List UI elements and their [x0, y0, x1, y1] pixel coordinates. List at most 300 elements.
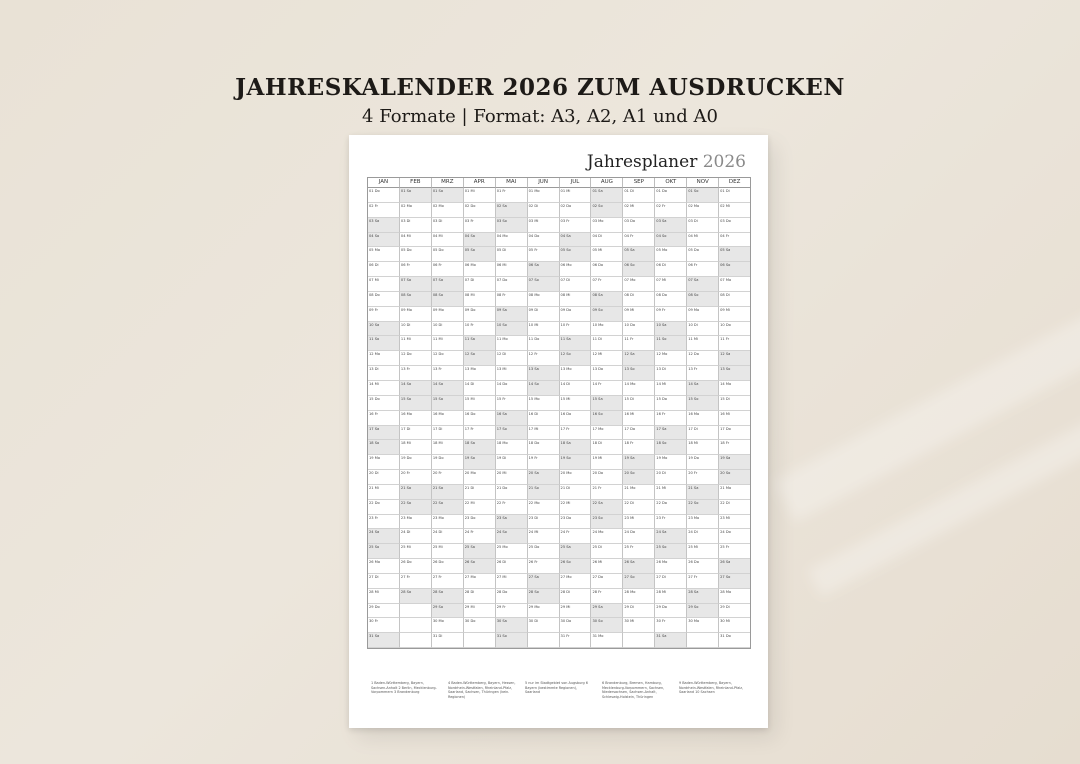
- day-cell: [655, 351, 687, 366]
- day-cell: [719, 277, 750, 292]
- day-cell: [400, 203, 432, 218]
- day-label: 18 Fr: [720, 441, 730, 446]
- day-label: 22 So: [400, 500, 412, 505]
- day-label: 29 Mi: [464, 604, 475, 609]
- day-label: 19 Mi: [592, 456, 603, 461]
- day-label: 04 Fr: [720, 233, 730, 238]
- day-label: 04 So: [656, 233, 667, 238]
- day-cell: [560, 529, 592, 544]
- day-cell: [464, 500, 496, 515]
- day-label: 25 So: [656, 545, 667, 550]
- day-label: 02 Fr: [656, 203, 666, 208]
- day-label: 10 Fr: [464, 322, 474, 327]
- day-cell: [496, 574, 528, 589]
- day-cell: [368, 470, 400, 485]
- day-cell: [591, 336, 623, 351]
- day-cell: [464, 633, 496, 648]
- day-label: 27 Fr: [688, 574, 698, 579]
- day-label: 25 Mi: [688, 545, 699, 550]
- day-cell: [560, 559, 592, 574]
- day-cell: [719, 233, 750, 248]
- day-cell: [655, 633, 687, 648]
- day-label: 07 Sa: [400, 278, 412, 283]
- day-row: [368, 188, 750, 203]
- day-label: 27 Fr: [400, 574, 410, 579]
- day-cell: [591, 322, 623, 337]
- day-cell: [687, 336, 719, 351]
- day-label: 24 Fr: [560, 530, 570, 535]
- day-cell: [432, 574, 464, 589]
- footnotes: [371, 681, 747, 699]
- day-label: 02 Mi: [720, 203, 730, 208]
- day-label: 14 Di: [560, 381, 571, 386]
- day-label: 05 Mo: [369, 248, 381, 253]
- day-cell: [400, 188, 432, 203]
- day-cell: [528, 233, 560, 248]
- day-cell: [528, 455, 560, 470]
- day-cell: [623, 411, 655, 426]
- day-cell: [687, 426, 719, 441]
- day-cell: [368, 247, 400, 262]
- day-cell: [560, 574, 592, 589]
- day-label: 03 Sa: [369, 218, 380, 223]
- day-cell: [560, 262, 592, 277]
- day-label: 13 Di: [656, 367, 666, 372]
- day-label: 23 Do: [464, 515, 476, 520]
- calendar-grid: [367, 177, 751, 649]
- day-label: 15 Di: [624, 396, 634, 401]
- day-cell: [432, 411, 464, 426]
- day-cell: [368, 292, 400, 307]
- day-label: 11 Fr: [720, 337, 730, 342]
- day-label: 06 Di: [656, 263, 666, 268]
- day-label: 05 Mi: [592, 248, 603, 253]
- day-cell: [687, 322, 719, 337]
- day-cell: [719, 322, 750, 337]
- day-cell: [464, 515, 496, 530]
- day-cell: [496, 470, 528, 485]
- day-cell: [560, 351, 592, 366]
- day-label: 07 Mo: [720, 278, 732, 283]
- day-label: 14 Mo: [624, 381, 636, 386]
- day-label: 23 Mo: [432, 515, 444, 520]
- day-label: 15 Mi: [464, 396, 475, 401]
- day-cell: [560, 336, 592, 351]
- day-label: 27 So: [624, 574, 635, 579]
- day-cell: [623, 351, 655, 366]
- day-cell: [591, 589, 623, 604]
- day-label: 03 Di: [688, 218, 698, 223]
- day-cell: [655, 485, 687, 500]
- day-label: 07 Di: [464, 278, 475, 283]
- day-label: 27 Mo: [464, 574, 476, 579]
- day-label: 08 Mi: [560, 292, 571, 297]
- day-label: 25 Fr: [624, 545, 634, 550]
- day-label: 11 Mi: [432, 337, 443, 342]
- day-cell: [432, 485, 464, 500]
- day-label: 29 Sa: [592, 604, 603, 609]
- day-label: 26 Mo: [369, 560, 381, 565]
- day-cell: [432, 277, 464, 292]
- day-label: 28 Sa: [688, 589, 699, 594]
- day-cell: [368, 233, 400, 248]
- day-cell: [591, 188, 623, 203]
- day-cell: [591, 455, 623, 470]
- day-label: 28 Do: [496, 589, 508, 594]
- day-label: 09 Mi: [720, 307, 730, 312]
- day-label: 28 Mo: [624, 589, 636, 594]
- day-cell: [528, 366, 560, 381]
- day-cell: [528, 633, 560, 648]
- day-cell: [560, 381, 592, 396]
- day-cell: [687, 366, 719, 381]
- day-cell: [528, 604, 560, 619]
- day-cell: [432, 247, 464, 262]
- day-label: 05 So: [464, 248, 475, 253]
- day-cell: [687, 351, 719, 366]
- month-header: MRZ: [432, 178, 464, 188]
- day-cell: [623, 633, 655, 648]
- day-label: 24 Fr: [464, 530, 474, 535]
- day-label: 02 Mi: [624, 203, 635, 208]
- day-cell: [528, 485, 560, 500]
- day-label: 06 Fr: [400, 263, 410, 268]
- day-label: 13 So: [720, 367, 731, 372]
- day-cell: [687, 574, 719, 589]
- day-label: 28 Mi: [656, 589, 667, 594]
- day-label: 23 Mi: [720, 515, 730, 520]
- day-label: 05 So: [560, 248, 571, 253]
- day-cell: [400, 470, 432, 485]
- day-cell: [432, 604, 464, 619]
- day-cell: [496, 426, 528, 441]
- day-cell: [400, 633, 432, 648]
- day-label: 12 Mo: [369, 352, 381, 357]
- day-label: 26 Fr: [528, 560, 538, 565]
- day-label: 23 Di: [528, 515, 539, 520]
- day-label: 22 So: [432, 500, 444, 505]
- month-header: JUN: [528, 178, 560, 188]
- day-label: 03 Fr: [560, 218, 570, 223]
- day-label: 17 Sa: [656, 426, 667, 431]
- day-cell: [623, 589, 655, 604]
- day-label: 18 Sa: [464, 441, 475, 446]
- day-cell: [655, 277, 687, 292]
- day-label: 01 Mo: [528, 189, 540, 193]
- day-label: 02 Mo: [400, 203, 412, 208]
- day-cell: [368, 485, 400, 500]
- day-label: 21 So: [528, 485, 539, 490]
- day-cell: [623, 233, 655, 248]
- day-label: 23 Fr: [369, 515, 378, 520]
- day-label: 19 Sa: [720, 456, 731, 461]
- day-cell: [655, 455, 687, 470]
- day-cell: [368, 277, 400, 292]
- day-cell: [496, 604, 528, 619]
- day-label: 27 So: [720, 574, 731, 579]
- day-row: [368, 307, 750, 322]
- day-label: 09 Fr: [656, 307, 666, 312]
- day-row: [368, 277, 750, 292]
- day-label: 04 Mo: [496, 233, 508, 238]
- day-label: 08 Di: [624, 292, 634, 297]
- day-cell: [432, 203, 464, 218]
- day-cell: [528, 574, 560, 589]
- day-label: 28 Fr: [592, 589, 602, 594]
- day-cell: [623, 426, 655, 441]
- day-label: 16 Mo: [688, 411, 700, 416]
- day-cell: [560, 470, 592, 485]
- day-cell: [432, 381, 464, 396]
- day-label: 27 Sa: [528, 574, 539, 579]
- day-cell: [496, 203, 528, 218]
- day-label: 15 Di: [720, 396, 730, 401]
- day-label: 17 Mo: [592, 426, 604, 431]
- day-cell: [591, 485, 623, 500]
- day-row: [368, 396, 750, 411]
- day-cell: [655, 440, 687, 455]
- day-label: 29 Di: [624, 604, 634, 609]
- month-header-row: [368, 178, 750, 188]
- day-cell: [528, 351, 560, 366]
- day-label: 04 Mi: [432, 233, 443, 238]
- day-label: 31 Sa: [656, 634, 667, 639]
- day-label: 22 Mi: [560, 500, 571, 505]
- day-label: 15 So: [400, 396, 412, 401]
- day-label: 14 Mo: [720, 381, 732, 386]
- day-label: 13 Mo: [560, 367, 572, 372]
- day-cell: [655, 544, 687, 559]
- day-row: [368, 322, 750, 337]
- day-label: 21 Mi: [656, 485, 667, 490]
- day-label: 01 Fr: [496, 189, 506, 193]
- day-row: [368, 633, 750, 648]
- day-label: 08 So: [688, 292, 699, 297]
- day-cell: [528, 203, 560, 218]
- day-cell: [655, 247, 687, 262]
- day-cell: [623, 544, 655, 559]
- day-label: 01 Do: [656, 189, 667, 193]
- day-label: 12 Sa: [624, 352, 635, 357]
- day-cell: [528, 559, 560, 574]
- day-cell: [528, 529, 560, 544]
- day-cell: [528, 307, 560, 322]
- day-label: 09 Mo: [400, 307, 412, 312]
- day-row: [368, 515, 750, 530]
- footnote: 4 Baden-Württemberg, Bayern, Hessen, Nordrhein-Westfalen, Rheinland-Pfalz, Saarland, Sachsen, Thüringen (kein. Regionen): [448, 681, 516, 699]
- day-cell: [687, 277, 719, 292]
- day-cell: [655, 470, 687, 485]
- day-cell: [655, 188, 687, 203]
- day-cell: [655, 529, 687, 544]
- day-cell: [464, 574, 496, 589]
- day-cell: [719, 515, 750, 530]
- day-label: 22 Di: [624, 500, 634, 505]
- day-label: 11 Do: [528, 337, 540, 342]
- day-label: 06 Mo: [464, 263, 476, 268]
- day-label: 09 Mo: [432, 307, 444, 312]
- day-cell: [400, 307, 432, 322]
- day-label: 19 Mo: [369, 456, 381, 461]
- day-label: 12 Fr: [528, 352, 538, 357]
- day-cell: [496, 292, 528, 307]
- footnote: 9 Baden-Württemberg, Bayern, Nordrhein-Westfalen, Rheinland-Pfalz, Saarland 10 Sachsen: [679, 681, 744, 695]
- day-cell: [687, 411, 719, 426]
- day-cell: [623, 440, 655, 455]
- day-cell: [591, 633, 623, 648]
- day-row: [368, 262, 750, 277]
- day-cell: [591, 470, 623, 485]
- day-label: 03 Fr: [464, 218, 474, 223]
- day-cell: [464, 366, 496, 381]
- day-label: 12 Do: [688, 352, 699, 357]
- day-label: 03 Mi: [528, 218, 539, 223]
- day-cell: [623, 618, 655, 633]
- day-label: 22 Mo: [528, 500, 540, 505]
- day-cell: [400, 351, 432, 366]
- day-label: 05 Fr: [528, 248, 538, 253]
- day-label: 16 Do: [560, 411, 572, 416]
- month-header: DEZ: [719, 178, 750, 188]
- day-cell: [655, 292, 687, 307]
- day-label: 03 Mo: [592, 218, 604, 223]
- day-cell: [687, 455, 719, 470]
- day-label: 07 Di: [560, 278, 571, 283]
- day-label: 06 Sa: [528, 263, 539, 268]
- day-cell: [560, 440, 592, 455]
- day-label: 21 Mo: [624, 485, 636, 490]
- day-cell: [719, 618, 750, 633]
- day-row: [368, 485, 750, 500]
- day-cell: [687, 515, 719, 530]
- day-cell: [464, 381, 496, 396]
- day-label: 01 So: [400, 189, 412, 193]
- day-cell: [368, 440, 400, 455]
- day-label: 08 So: [432, 292, 444, 297]
- day-cell: [368, 426, 400, 441]
- day-label: 12 Di: [496, 352, 507, 357]
- day-cell: [368, 515, 400, 530]
- day-cell: [591, 218, 623, 233]
- day-label: 21 Sa: [688, 485, 699, 490]
- day-label: 17 Di: [688, 426, 698, 431]
- day-cell: [719, 426, 750, 441]
- day-label: 24 Do: [720, 530, 731, 535]
- day-label: 07 Sa: [688, 278, 699, 283]
- day-label: 13 So: [624, 367, 635, 372]
- day-cell: [623, 247, 655, 262]
- day-label: 09 Mo: [688, 307, 700, 312]
- day-label: 30 Mi: [720, 619, 730, 624]
- day-label: 30 So: [592, 619, 603, 624]
- day-label: 18 Fr: [624, 441, 634, 446]
- day-label: 01 Mi: [464, 189, 475, 193]
- planner-year: 2026: [702, 152, 746, 172]
- day-cell: [719, 188, 750, 203]
- day-cell: [687, 218, 719, 233]
- day-cell: [687, 440, 719, 455]
- day-cell: [655, 559, 687, 574]
- day-label: 18 Do: [528, 441, 540, 446]
- day-cell: [496, 500, 528, 515]
- day-label: 15 Do: [369, 396, 380, 401]
- day-cell: [464, 336, 496, 351]
- day-label: 19 So: [560, 456, 571, 461]
- day-cell: [496, 618, 528, 633]
- day-row: [368, 233, 750, 248]
- day-label: 28 Sa: [432, 589, 444, 594]
- day-row: [368, 381, 750, 396]
- day-cell: [368, 381, 400, 396]
- day-cell: [464, 292, 496, 307]
- day-cell: [432, 589, 464, 604]
- day-label: 17 Do: [624, 426, 636, 431]
- day-cell: [496, 589, 528, 604]
- day-cell: [719, 411, 750, 426]
- day-label: 17 Di: [432, 426, 443, 431]
- day-label: 19 Do: [400, 456, 412, 461]
- day-label: 30 Do: [560, 619, 572, 624]
- day-cell: [623, 485, 655, 500]
- day-label: 19 Mo: [656, 456, 668, 461]
- day-row: [368, 604, 750, 619]
- day-label: 21 Di: [560, 485, 571, 490]
- day-cell: [687, 262, 719, 277]
- day-cell: [464, 544, 496, 559]
- day-cell: [687, 618, 719, 633]
- day-label: 20 Sa: [528, 471, 539, 476]
- day-cell: [528, 589, 560, 604]
- day-cell: [591, 396, 623, 411]
- day-label: 20 Fr: [400, 471, 410, 476]
- day-label: 25 So: [369, 545, 380, 550]
- day-cell: [591, 500, 623, 515]
- day-label: 16 Mo: [400, 411, 412, 416]
- day-label: 24 Di: [688, 530, 698, 535]
- day-label: 05 Sa: [720, 248, 731, 253]
- day-cell: [560, 515, 592, 530]
- day-cell: [687, 188, 719, 203]
- day-row: [368, 292, 750, 307]
- day-cell: [719, 559, 750, 574]
- day-label: 19 Fr: [528, 456, 538, 461]
- day-cell: [687, 470, 719, 485]
- day-label: 28 Mo: [720, 589, 732, 594]
- day-cell: [560, 203, 592, 218]
- day-label: 29 Fr: [496, 604, 506, 609]
- day-cell: [719, 381, 750, 396]
- day-label: 31 Do: [720, 634, 731, 639]
- day-label: 14 So: [528, 381, 539, 386]
- day-label: 27 Di: [369, 574, 379, 579]
- day-cell: [464, 188, 496, 203]
- day-label: 25 Mi: [432, 545, 443, 550]
- day-label: 02 Di: [528, 203, 539, 208]
- day-label: 01 Mi: [560, 189, 571, 193]
- day-cell: [591, 351, 623, 366]
- day-cell: [719, 589, 750, 604]
- day-label: 29 Mo: [528, 604, 540, 609]
- day-label: 06 Mo: [560, 263, 572, 268]
- day-label: 25 Di: [592, 545, 602, 550]
- day-label: 06 So: [624, 263, 635, 268]
- day-cell: [719, 500, 750, 515]
- day-row: [368, 574, 750, 589]
- day-label: 13 Mi: [496, 367, 507, 372]
- day-label: 26 So: [464, 560, 475, 565]
- day-cell: [655, 218, 687, 233]
- day-cell: [464, 529, 496, 544]
